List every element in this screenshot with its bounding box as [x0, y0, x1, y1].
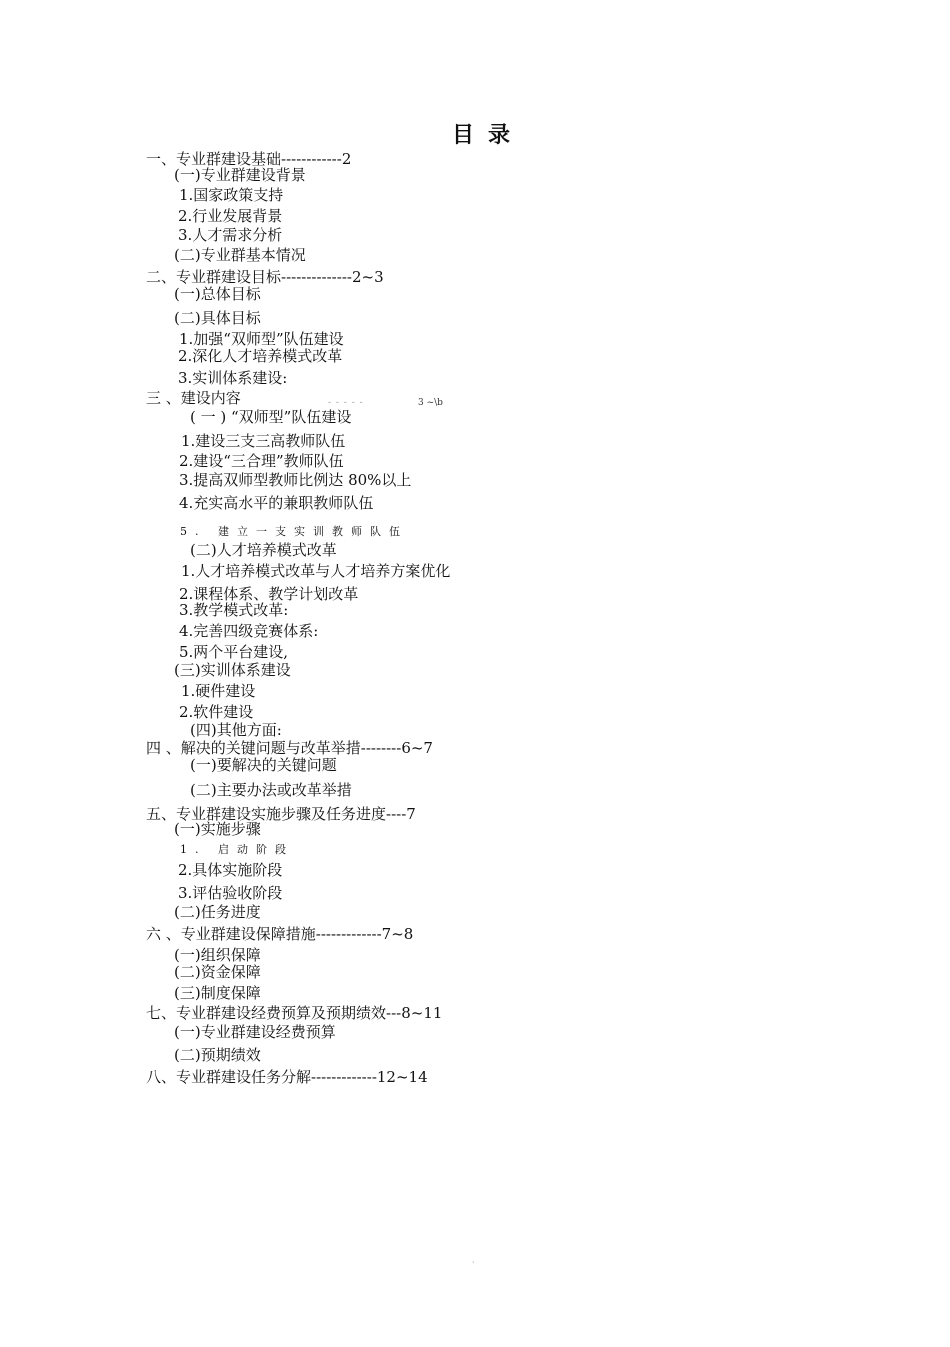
toc-entry: (二)预期绩效 — [174, 1046, 261, 1064]
toc-entry: 2.软件建设 — [179, 703, 254, 721]
toc-entry: 四 、解决的关键问题与改革举措--------6~7 — [146, 739, 433, 757]
toc-entry: 七、专业群建设经费预算及预期绩效---8~11 — [146, 1004, 443, 1022]
toc-entry: 三 、建设内容 — [146, 389, 241, 407]
toc-entry: 5.两个平台建设, — [179, 643, 289, 661]
toc-entry: 1.硬件建设 — [181, 682, 256, 700]
toc-entry: 五、专业群建设实施步骤及任务进度----7 — [146, 805, 416, 823]
toc-entry: (三)制度保障 — [174, 984, 261, 1002]
toc-entry: (一)专业群建设经费预算 — [174, 1023, 336, 1041]
toc-entry: 一、专业群建设基础------------2 — [146, 150, 352, 168]
toc-entry: 六 、专业群建设保障措施-------------7~8 — [146, 925, 414, 943]
toc-entry: (一)专业群建设背景 — [174, 166, 306, 184]
toc-entry: (二)专业群基本情况 — [174, 246, 306, 264]
toc-entry: 二、专业群建设目标--------------2~3 — [146, 268, 384, 286]
toc-entry: (二)具体目标 — [174, 309, 261, 327]
toc-entry: 3.教学模式改革: — [179, 601, 289, 619]
footer-mark: · — [472, 1258, 475, 1267]
toc-entry: 4.完善四级竞赛体系: — [179, 622, 319, 640]
toc-entry: 2.深化人才培养模式改革 — [178, 347, 343, 365]
toc-entry: (一)组织保障 — [174, 946, 261, 964]
toc-entry: 5. 建立一支实训教师队伍 — [180, 525, 408, 538]
toc-entry: (一)总体目标 — [174, 285, 261, 303]
toc-entry: 1.国家政策支持 — [179, 186, 284, 204]
toc-entry: (三)实训体系建设 — [174, 661, 291, 679]
toc-entry: (一)实施步骤 — [174, 820, 261, 838]
toc-entry: (二)人才培养模式改革 — [190, 541, 337, 559]
toc-entry: 1. 启动阶段 — [180, 843, 294, 856]
toc-entry: (一)要解决的关键问题 — [190, 756, 337, 774]
toc-entry: 1.建设三支三高教师队伍 — [181, 432, 346, 450]
toc-entry: 2.建设“三合理”教师队伍 — [179, 452, 344, 470]
toc-leader-dots: - - - - - — [328, 398, 364, 408]
toc-entry: 3.人才需求分析 — [178, 226, 283, 244]
toc-entry: 1.加强“双师型”队伍建设 — [179, 330, 344, 348]
toc-entry: 2.具体实施阶段 — [178, 861, 283, 879]
toc-entry: (二)主要办法或改革举措 — [190, 781, 352, 799]
toc-entry: (二)资金保障 — [174, 963, 261, 981]
page-title: 目录 — [452, 123, 525, 148]
toc-entry: 2.行业发展背景 — [178, 207, 283, 225]
toc-entry: 3.实训体系建设: — [178, 369, 288, 387]
toc-entry: (四)其他方面: — [190, 721, 282, 739]
toc-page-number: 3 ~\b — [418, 398, 443, 408]
toc-entry: (二)任务进度 — [174, 903, 261, 921]
toc-entry: ( 一 ) “双师型”队伍建设 — [190, 408, 352, 426]
toc-entry: 1.人才培养模式改革与人才培养方案优化 — [181, 562, 451, 580]
toc-entry: 3.提高双师型教师比例达 80%以上 — [179, 471, 412, 489]
toc-entry: 2.课程体系、教学计划改革 — [179, 585, 359, 603]
toc-entry: 八、专业群建设任务分解-------------12~14 — [146, 1068, 428, 1086]
toc-entry: 3.评估验收阶段 — [178, 884, 283, 902]
toc-entry: 4.充实高水平的兼职教师队伍 — [179, 494, 374, 512]
